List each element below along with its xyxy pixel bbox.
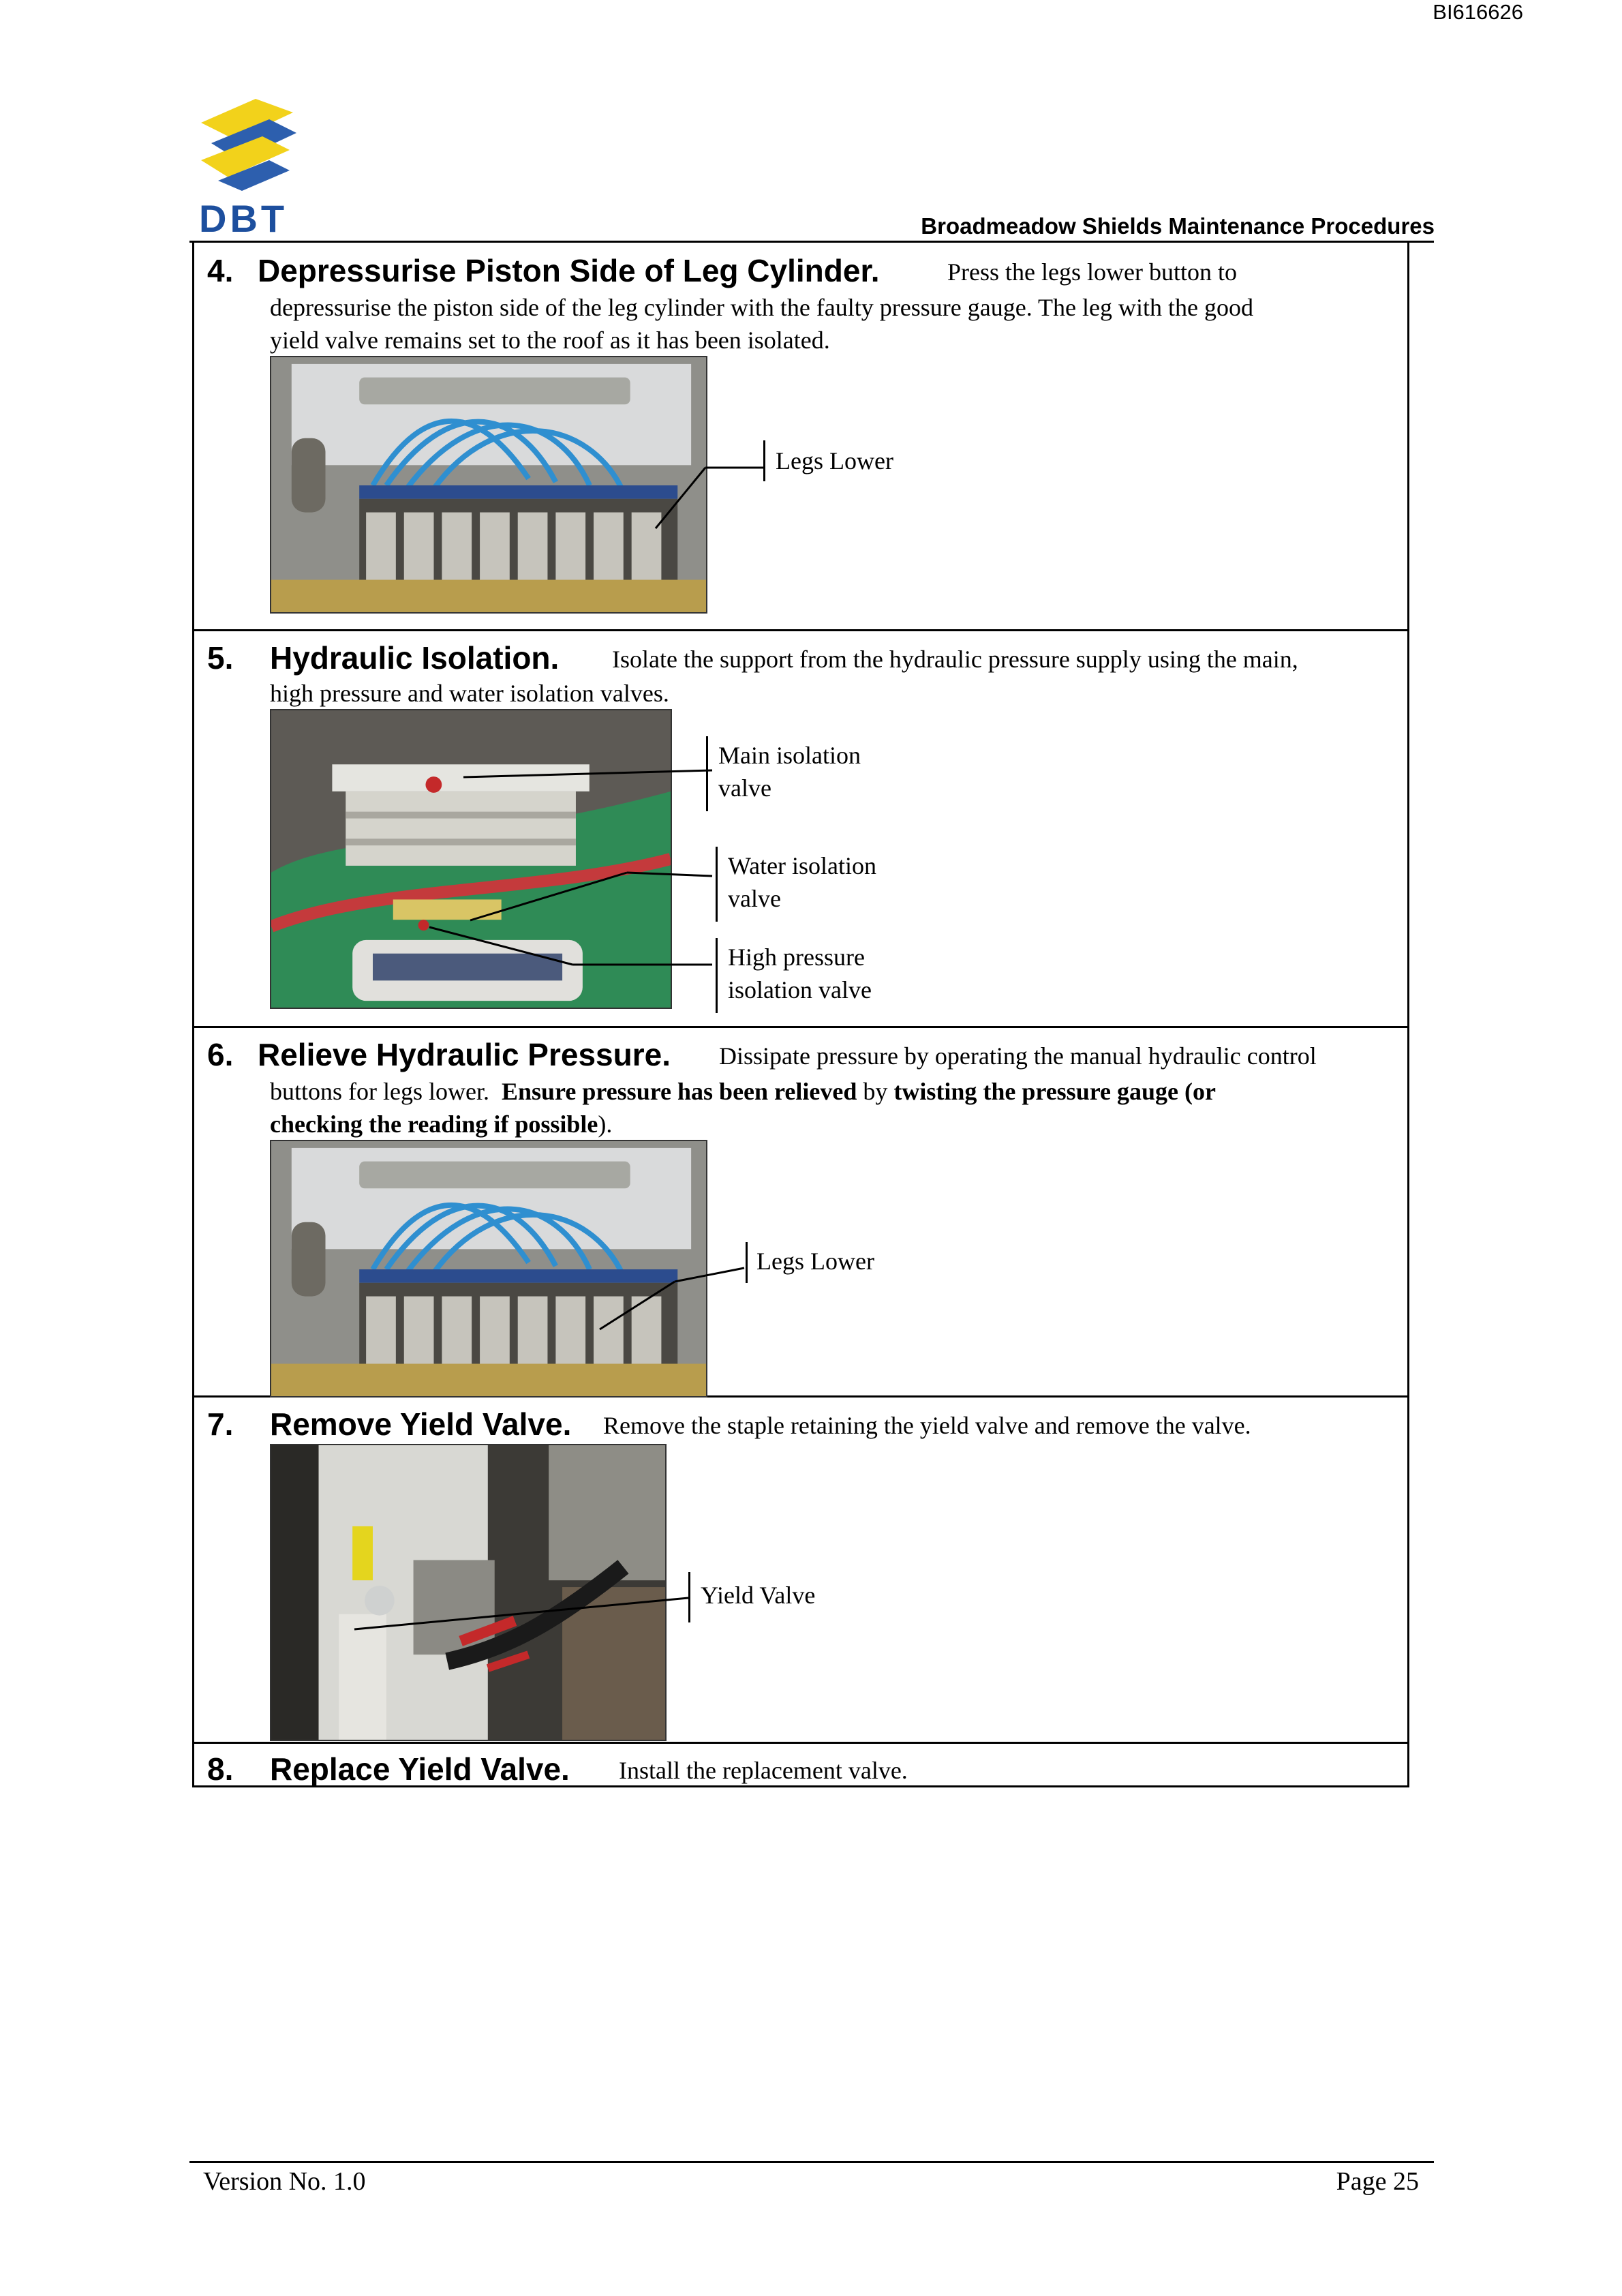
- step-number: 7.: [207, 1406, 234, 1442]
- step-text: Install the replacement valve.: [619, 1757, 908, 1784]
- header-title: Broadmeadow Shields Maintenance Procedures: [921, 213, 1435, 239]
- step-title: Depressurise Piston Side of Leg Cylinder.: [258, 253, 880, 288]
- text-run: by: [857, 1078, 894, 1105]
- callout-line: isolation valve: [728, 976, 872, 1003]
- isolation-valves-photo: [270, 709, 672, 1009]
- row-divider: [192, 1026, 1409, 1028]
- callout-bracket: [688, 1572, 690, 1622]
- step-number: 4.: [207, 253, 234, 288]
- step-number: 8.: [207, 1751, 234, 1787]
- callout-bracket: [746, 1242, 748, 1283]
- text-run-bold: twisting the pressure gauge (or: [893, 1078, 1216, 1105]
- step-text: high pressure and water isolation valves.: [270, 680, 669, 707]
- footer-rule: [189, 2161, 1434, 2163]
- callout-bracket: [716, 847, 718, 922]
- control-panel-photo: [270, 356, 707, 614]
- page-number: Page 25: [1336, 2167, 1419, 2196]
- callout-line: Main isolation: [718, 742, 861, 769]
- step-number: 6.: [207, 1037, 234, 1072]
- logo-text: DBT: [199, 197, 288, 240]
- text-run-bold: Ensure pressure has been relieved: [501, 1078, 857, 1105]
- callout-bracket: [716, 938, 718, 1013]
- step-title: Hydraulic Isolation.: [270, 640, 560, 676]
- document-id: BI616626: [1433, 0, 1523, 24]
- step-text: depressurise the piston side of the leg cylinder with the faulty pressure gauge. The leg with the good: [270, 294, 1253, 321]
- callout-bracket: [706, 736, 708, 811]
- callout-main-isolation-valve: [718, 739, 861, 804]
- yield-valve-photo: [270, 1444, 667, 1741]
- version-number: Version No. 1.0: [203, 2167, 366, 2196]
- row-divider: [192, 629, 1409, 631]
- callout-line: valve: [728, 885, 781, 912]
- callout-yield-valve: Yield Valve: [701, 1582, 816, 1609]
- step-text: Isolate the support from the hydraulic pressure supply using the main,: [612, 646, 1298, 673]
- step-text: [270, 1074, 1216, 1108]
- callout-legs-lower: Legs Lower: [756, 1248, 874, 1275]
- step-title: Remove Yield Valve.: [270, 1406, 572, 1442]
- callout-water-isolation-valve: [728, 849, 876, 915]
- text-run-bold: checking the reading if possible: [270, 1111, 598, 1138]
- callout-legs-lower: Legs Lower: [776, 447, 893, 474]
- step-text: Remove the staple retaining the yield valve and remove the valve.: [603, 1412, 1251, 1439]
- step-number: 5.: [207, 640, 234, 676]
- row-divider: [192, 1742, 1409, 1744]
- step-title: Replace Yield Valve.: [270, 1751, 570, 1787]
- step-text: Press the legs lower button to: [947, 258, 1237, 286]
- callout-high-pressure-isolation-valve: [728, 941, 872, 1006]
- text-run: ).: [598, 1111, 613, 1138]
- text-run: buttons for legs lower.: [270, 1078, 502, 1105]
- callout-bracket: [763, 440, 765, 481]
- step-text: yield valve remains set to the roof as it has been isolated.: [270, 327, 830, 354]
- control-panel-photo: [270, 1140, 707, 1398]
- callout-line: valve: [718, 774, 771, 802]
- step-text: Dissipate pressure by operating the manual hydraulic control: [719, 1042, 1317, 1070]
- callout-line: High pressure: [728, 943, 865, 971]
- step-text: [270, 1107, 612, 1141]
- step-title: Relieve Hydraulic Pressure.: [258, 1037, 671, 1072]
- callout-line: Water isolation: [728, 852, 877, 879]
